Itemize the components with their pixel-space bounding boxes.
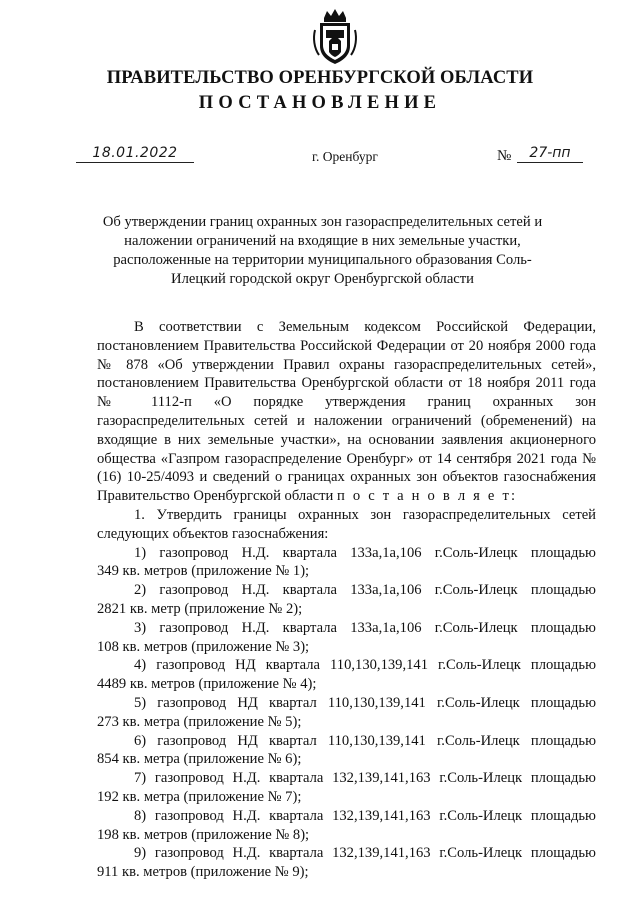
item-word-b: НД: [235, 657, 256, 674]
document-body: [97, 318, 596, 882]
item-word-b: Н.Д.: [241, 582, 270, 599]
item-word-d: 110,130,139,141: [327, 694, 426, 711]
item-word-e: г.Соль-Илецк: [439, 845, 523, 862]
item-word-a: газопровод: [159, 619, 229, 636]
list-item-first-line: [97, 619, 596, 638]
item-word-a: газопровод: [154, 807, 224, 824]
list-item: [97, 807, 596, 845]
item-word-f: площадью: [530, 770, 596, 787]
item-word-f: площадью: [530, 544, 596, 561]
item-word-b: Н.Д.: [241, 619, 270, 636]
list-item: [97, 544, 596, 582]
document-meta: [0, 145, 640, 169]
item-word-b: Н.Д.: [232, 845, 261, 862]
item-word-e: г.Соль-Илецк: [438, 657, 521, 674]
item-word-d: 110,130,139,141: [327, 732, 426, 749]
list-item-second-line: 854 кв. метра (приложение № 6);: [97, 751, 302, 768]
list-item-first-line: [97, 544, 596, 563]
item-number: 7): [134, 770, 147, 787]
list-item-first-line: [97, 807, 596, 826]
item-word-d: 132,139,141,163: [332, 770, 431, 787]
document-city: г. Оренбург: [312, 149, 378, 164]
list-item-second-line: 911 кв. метров (приложение № 9);: [97, 864, 309, 881]
item-word-e: г.Соль-Илецк: [436, 694, 520, 711]
item-word-c: квартала: [269, 845, 324, 862]
item-number: 9): [134, 845, 147, 862]
preamble-text: В соответствии с Земельным кодексом Российской Федерации, постановлением Правительства Российской Федерации от 20 ноября 2000 года № 878 «Об утверждении Правил охраны газораспределительных сетей», постановлением Правительства Оренбургской области от 18 ноября 2011 года № 1112-п «О порядке утверждения границ охранных зон газораспределительных сетей и наложении ограничений (обременений) на входящие в них земельные участки», на основании заявления акционерного общества «Газпром газораспределение Оренбург» от 14 сентября 2021 года № (16) 10-25/4093 и сведений о границах охранных зон объектов газоснабжения Правительство Оренбургской области: [97, 319, 596, 505]
government-title: ПРАВИТЕЛЬСТВО ОРЕНБУРГСКОЙ ОБЛАСТИ: [106, 68, 534, 88]
item-word-c: квартала: [282, 619, 337, 636]
preamble-paragraph: [97, 318, 596, 506]
list-item: [97, 581, 596, 619]
list-item-first-line: [97, 694, 596, 713]
item-word-f: площадью: [530, 582, 596, 599]
item-word-f: площадью: [530, 807, 596, 824]
list-item-second-line: 2821 кв. метр (приложение № 2);: [97, 600, 303, 617]
list-item-second-line: 273 кв. метра (приложение № 5);: [97, 713, 302, 730]
list-item: [97, 619, 596, 657]
item-word-d: 132,139,141,163: [332, 845, 431, 862]
item-word-e: г.Соль-Илецк: [434, 619, 518, 636]
item-word-e: г.Соль-Илецк: [439, 807, 523, 824]
item-number: 4): [134, 657, 147, 674]
document-number: 27-пп: [517, 145, 583, 163]
item-number: 1): [134, 544, 147, 561]
item-number: 8): [134, 807, 147, 824]
list-item-first-line: [97, 581, 596, 600]
clause-1: 1. Утвердить границы охранных зон газораспределительных сетей следующих объектов газоснабжения:: [97, 506, 596, 542]
item-word-f: площадью: [530, 619, 596, 636]
item-word-b: НД: [237, 732, 258, 749]
item-word-d: 133а,1а,106: [350, 544, 422, 561]
item-word-f: площадью: [530, 694, 596, 711]
list-item: [97, 769, 596, 807]
item-word-e: г.Соль-Илецк: [434, 582, 518, 599]
item-word-d: 110,130,139,141: [330, 657, 428, 674]
item-word-c: квартала: [282, 544, 337, 561]
item-word-b: Н.Д.: [232, 770, 261, 787]
list-item-second-line: 4489 кв. метров (приложение № 4);: [97, 676, 317, 693]
document-number-label: №: [497, 148, 512, 164]
item-word-a: газопровод: [154, 770, 224, 787]
list-item: [97, 694, 596, 732]
list-item-first-line: [97, 844, 596, 863]
item-word-b: Н.Д.: [241, 544, 270, 561]
item-word-e: г.Соль-Илецк: [436, 732, 520, 749]
item-word-c: квартал: [268, 732, 317, 749]
item-word-c: квартал: [268, 694, 317, 711]
list-item-second-line: 198 кв. метров (приложение № 8);: [97, 826, 310, 843]
orenburg-region-coat-of-arms-icon: [312, 8, 358, 66]
list-item-second-line: 108 кв. метров (приложение № 3);: [97, 638, 310, 655]
item-word-a: газопровод: [157, 732, 227, 749]
item-number: 3): [134, 619, 147, 636]
document-subject: Об утверждении границ охранных зон газораспределительных сетей и наложении ограничений на входящие в них земельные участки, расположенные на территории муниципального образования Соль-Илецкий городской округ Оренбургской области: [102, 214, 543, 287]
list-item-second-line: 192 кв. метра (приложение № 7);: [97, 788, 302, 805]
document-type: ПОСТАНОВЛЕНИЕ: [198, 93, 442, 113]
item-word-c: квартала: [269, 770, 324, 787]
item-word-a: газопровод: [154, 845, 224, 862]
list-item: [97, 656, 596, 694]
item-word-f: площадью: [530, 732, 596, 749]
item-word-a: газопровод: [156, 657, 226, 674]
item-word-d: 132,139,141,163: [332, 807, 431, 824]
item-number: 6): [134, 732, 147, 749]
list-item-first-line: [97, 656, 596, 675]
list-item-first-line: [97, 769, 596, 788]
list-item: [97, 732, 596, 770]
item-word-f: площадью: [530, 845, 596, 862]
document-date: 18.01.2022: [76, 145, 194, 163]
item-word-a: газопровод: [157, 694, 227, 711]
gas-pipeline-list: [97, 544, 596, 882]
item-word-c: квартала: [265, 657, 320, 674]
item-word-f: площадью: [530, 657, 596, 674]
list-item-second-line: 349 кв. метров (приложение № 1);: [97, 563, 310, 580]
list-item-first-line: [97, 732, 596, 751]
item-word-b: Н.Д.: [232, 807, 261, 824]
item-word-d: 133а,1а,106: [350, 619, 422, 636]
item-number: 2): [134, 582, 147, 599]
list-item: [97, 844, 596, 882]
item-word-c: квартала: [269, 807, 324, 824]
item-word-a: газопровод: [159, 544, 229, 561]
resolves-phrase: п о с т а н о в л я е т:: [337, 488, 518, 505]
item-word-c: квартала: [282, 582, 337, 599]
item-word-e: г.Соль-Илецк: [434, 544, 518, 561]
item-word-d: 133а,1а,106: [350, 582, 422, 599]
item-word-b: НД: [237, 694, 258, 711]
item-word-e: г.Соль-Илецк: [439, 770, 523, 787]
item-number: 5): [134, 694, 147, 711]
item-word-a: газопровод: [159, 582, 229, 599]
